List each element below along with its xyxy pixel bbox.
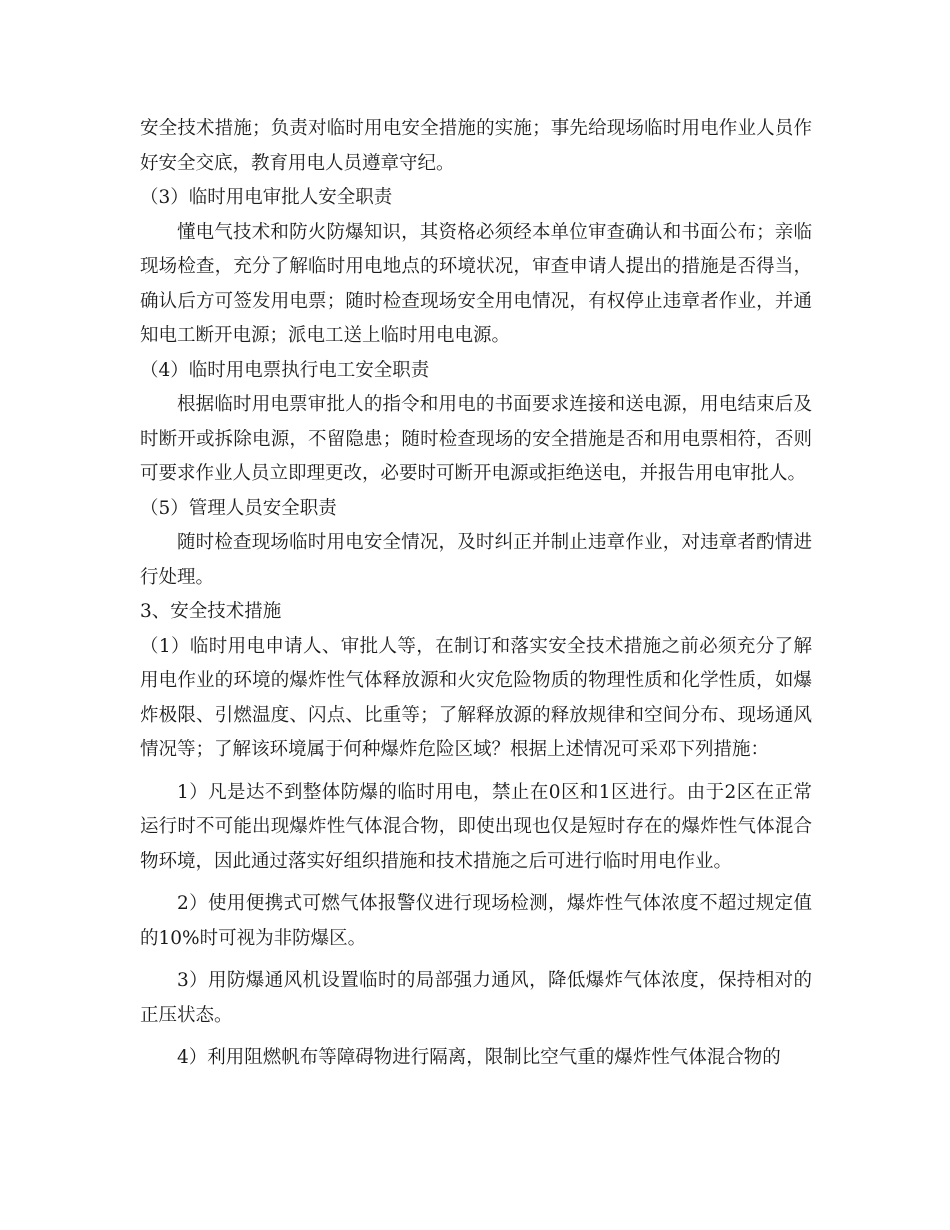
list-item-1: 1）凡是达不到整体防爆的临时用电，禁止在0区和1区进行。由于2区在正常运行时不可能出现爆炸性气体混合物，即使出现也仅是短时存在的爆炸性气体混合物环境，因此通过落实好组织措施和技术措施之后可进行临时用电作业。 — [140, 781, 812, 872]
list-item-3: 3）用防爆通风机设置临时的局部强力通风，降低爆炸气体浓度，保持相对的正压状态。 — [140, 970, 812, 1026]
paragraph-electrician-duties: 根据临时用电票审批人的指令和用电的书面要求连接和送电源，用电结束后及时断开或拆除电源，不留隐患；随时检查现场的安全措施是否和用电票相符，否则可要求作业人员立即理更改，必要时可断开电源或拒绝送电，并报告用电审批人。 — [140, 394, 812, 484]
heading-electrician-duties: （4）临时用电票执行电工安全职责 — [140, 359, 430, 381]
paragraph-approver-duties: 懂电气技术和防火防爆知识，其资格必须经本单位审查确认和书面公布；亲临现场检查，充分了解临时用电地点的环境状况，审查申请人提出的措施是否得当，确认后方可签发用电票；随时检查现场安全用电情况，有权停止违章者作业，并通知电工断开电源；派电工送上临时用电电源。 — [140, 221, 812, 346]
heading-approver-duties: （3）临时用电审批人安全职责 — [140, 187, 393, 208]
paragraph-manager-duties: 随时检查现场临时用电安全情况，及时纠正并制止违章作业，对违章者酌情进行处理。 — [140, 532, 812, 588]
document-body — [140, 112, 812, 1076]
section-title-safety-measures: 3、安全技术措施 — [140, 601, 282, 622]
paragraph-measure-1: （1）临时用电申请人、审批人等，在制订和落实安全技术措施之前必须充分了解用电作业的环境的爆炸性气体释放源和火灾危险物质的物理性质和化学性质，如爆炸极限、引燃温度、闪点、比重等；了解释放源的释放规律和空间分布、现场通风情况等；了解该环境属于何种爆炸危险区域？根据上述情况可采邓下列措施： — [140, 635, 812, 760]
paragraph-continued: 安全技术措施；负责对临时用电安全措施的实施；事先给现场临时用电作业人员作好安全交底，教育用电人员遵章守纪。 — [140, 118, 812, 174]
heading-manager-duties: （5）管理人员安全职责 — [140, 497, 337, 519]
list-item-4: 4）利用阻燃帆布等障碍物进行隔离，限制比空气重的爆炸性气体混合物的 — [177, 1047, 781, 1068]
list-item-2: 2）使用便携式可燃气体报警仪进行现场检测，爆炸性气体浓度不超过规定值的10%时可视为非防爆区。 — [140, 893, 812, 949]
